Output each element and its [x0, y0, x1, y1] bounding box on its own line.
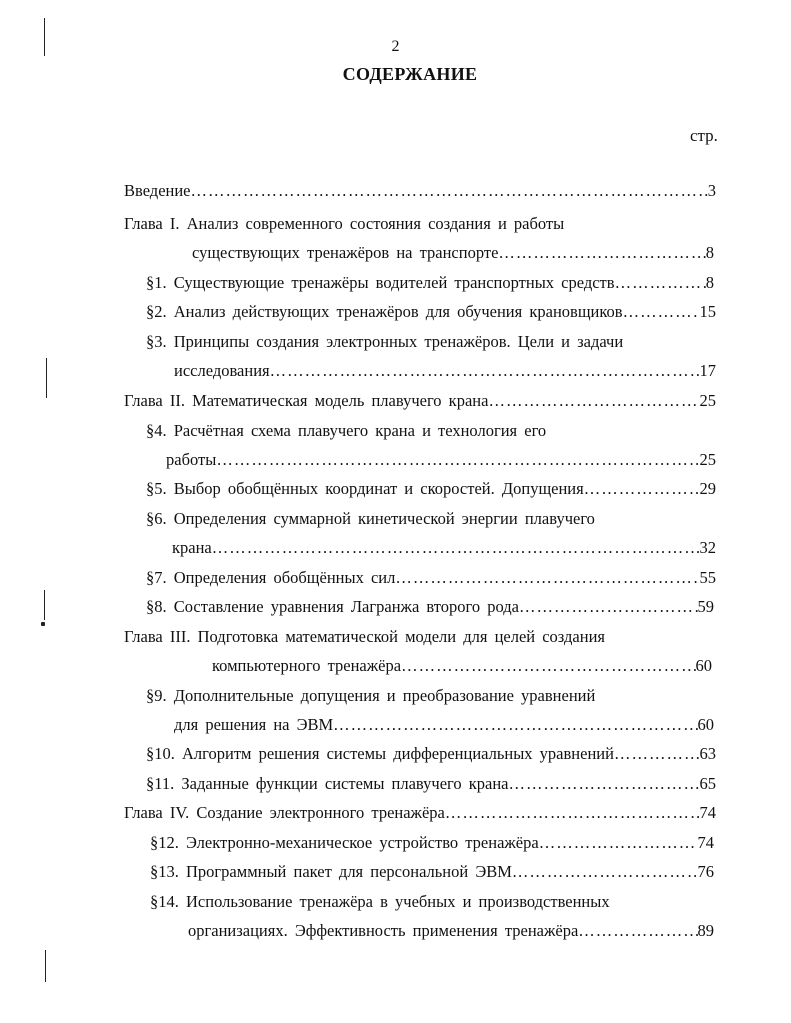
- toc-entry[interactable]: §1. Существующие тренажёры водителей транспортных средств ………………………………………………………………………………………………………………………………………… 8: [146, 272, 714, 294]
- toc-entry[interactable]: Глава I. Анализ современного состояния создания и работы: [124, 214, 565, 233]
- margin-mark: [44, 18, 45, 56]
- toc-entry[interactable]: существующих тренажёров на транспорте ………………………………………………………………………………………………………………………………………… 8: [192, 242, 714, 264]
- toc-entry[interactable]: §11. Заданные функции системы плавучего крана ………………………………………………………………………………………………………………………………………… 65: [146, 773, 716, 795]
- toc-entry[interactable]: Глава II. Математическая модель плавучего крана ………………………………………………………………………………………………………………………………………… 25: [124, 390, 716, 412]
- toc-entry[interactable]: §14. Использование тренажёра в учебных и производственных: [150, 892, 610, 911]
- margin-mark: [45, 950, 46, 982]
- toc-entry[interactable]: §12. Электронно-механическое устройство тренажёра ………………………………………………………………………………………………………………………………………… 74: [150, 832, 714, 854]
- toc-entry[interactable]: §9. Дополнительные допущения и преобразование уравнений: [146, 686, 596, 705]
- toc-entry[interactable]: §10. Алгоритм решения системы дифференциальных уравнений ………………………………………………………………………………………………………………………………………… 63: [146, 743, 716, 765]
- toc-entry[interactable]: крана ………………………………………………………………………………………………………………………………………… 32: [172, 537, 716, 559]
- page-title: СОДЕРЖАНИЕ: [342, 64, 478, 84]
- toc-entry[interactable]: §4. Расчётная схема плавучего крана и технология его: [146, 421, 547, 440]
- toc-entry[interactable]: работы ………………………………………………………………………………………………………………………………………… 25: [166, 449, 716, 471]
- margin-dot: [41, 622, 45, 626]
- pages-column-label: стр.: [690, 126, 718, 145]
- toc-entry[interactable]: §8. Составление уравнения Лагранжа второго рода ………………………………………………………………………………………………………………………………………… 59: [146, 596, 714, 618]
- toc-entry[interactable]: §13. Программный пакет для персональной ЭВМ ………………………………………………………………………………………………………………………………………… 76: [150, 861, 714, 883]
- margin-mark: [44, 590, 45, 620]
- toc-entry[interactable]: Глава IV. Создание электронного тренажёра ………………………………………………………………………………………………………………………………………… 74: [124, 802, 716, 824]
- toc-entry[interactable]: компьютерного тренажёра ………………………………………………………………………………………………………………………………………… 60: [212, 655, 712, 677]
- toc-entry[interactable]: §6. Определения суммарной кинетической энергии плавучего: [146, 509, 595, 528]
- toc-entry[interactable]: Глава III. Подготовка математической модели для целей создания: [124, 627, 605, 646]
- margin-mark: [46, 358, 47, 398]
- toc-entry[interactable]: организациях. Эффективность применения тренажёра ………………………………………………………………………………………………………………………………………… 89: [188, 920, 714, 942]
- toc-entry[interactable]: Введение ………………………………………………………………………………………………………………………………………… 3: [124, 180, 716, 202]
- toc-entry[interactable]: §7. Определения обобщённых сил ………………………………………………………………………………………………………………………………………… 55: [146, 567, 716, 589]
- toc-entry[interactable]: исследования ………………………………………………………………………………………………………………………………………… 17: [174, 360, 716, 382]
- toc-entry[interactable]: §2. Анализ действующих тренажёров для обучения крановщиков ………………………………………………………………………………………………………………………………………… 15: [146, 301, 716, 323]
- page-number: 2: [391, 38, 400, 55]
- toc-entry[interactable]: §3. Принципы создания электронных тренажёров. Цели и задачи: [146, 332, 624, 351]
- toc-entry[interactable]: §5. Выбор обобщённых координат и скоростей. Допущения ………………………………………………………………………………………………………………………………………… 29: [146, 478, 716, 500]
- toc-entry[interactable]: для решения на ЭВМ ………………………………………………………………………………………………………………………………………… 60: [174, 714, 714, 736]
